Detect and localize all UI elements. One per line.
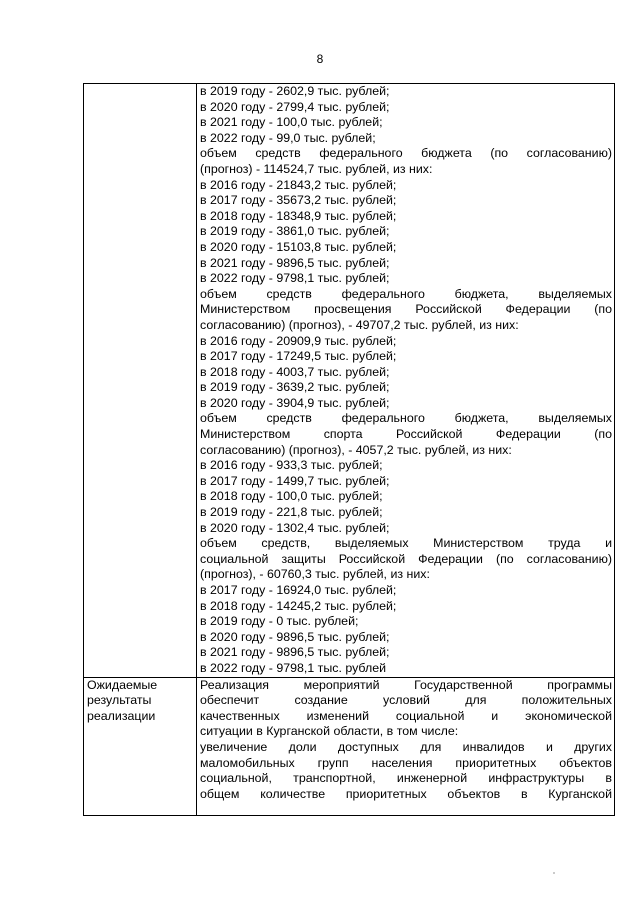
text-line: объем средств федерального бюджета, выделяемых xyxy=(200,286,612,301)
text-line: в 2020 году - 9896,5 тыс. рублей; xyxy=(200,629,390,644)
program-passport-table xyxy=(83,83,615,816)
text-line: в 2018 году - 100,0 тыс. рублей; xyxy=(200,489,383,504)
results-lines xyxy=(200,678,612,803)
text-line: в 2019 году - 0 тыс. рублей; xyxy=(200,614,359,629)
text-line: качественных изменений социальной и экономической xyxy=(200,708,612,723)
text-line: в 2018 году - 4003,7 тыс. рублей; xyxy=(200,364,390,379)
text-line: в 2021 году - 9896,5 тыс. рублей; xyxy=(200,255,390,270)
text-line: Министерством спорта Российской Федерации (по xyxy=(200,427,612,442)
expected-results-row xyxy=(84,677,615,815)
text-line: в 2019 году - 2602,9 тыс. рублей; xyxy=(200,84,390,98)
label-line: реализации xyxy=(87,708,156,723)
text-line: в 2022 году - 99,0 тыс. рублей; xyxy=(200,130,376,145)
text-line: в 2017 году - 16924,0 тыс. рублей; xyxy=(200,583,397,597)
text-line: ситуации в Курганской области, в том числе: xyxy=(200,724,459,739)
text-line: в 2018 году - 18348,9 тыс. рублей; xyxy=(200,208,397,223)
text-line: в 2017 году - 35673,2 тыс. рублей; xyxy=(200,193,397,208)
expected-results-content-cell xyxy=(197,677,615,815)
text-line: в 2019 году - 221,8 тыс. рублей; xyxy=(200,505,383,520)
text-line: объем средств федерального бюджета, выделяемых xyxy=(200,411,612,426)
text-line: в 2022 году - 9798,1 тыс. рублей; xyxy=(200,271,390,286)
text-line: общем количестве приоритетных объектов в Курганской xyxy=(200,786,612,801)
text-line: в 2020 году - 1302,4 тыс. рублей; xyxy=(200,520,390,535)
funding-row xyxy=(84,84,615,678)
text-line: в 2021 году - 100,0 тыс. рублей; xyxy=(200,115,383,130)
text-line: в 2019 году - 3861,0 тыс. рублей; xyxy=(200,224,390,239)
funding-label-cell xyxy=(84,84,197,678)
scan-dot xyxy=(553,872,555,874)
text-line: в 2021 году - 9896,5 тыс. рублей; xyxy=(200,645,390,660)
text-line: в 2022 году - 9798,1 тыс. рублей xyxy=(200,660,387,675)
text-line: увеличение доли доступных для инвалидов и других xyxy=(200,739,612,754)
text-line: в 2019 году - 3639,2 тыс. рублей; xyxy=(200,380,390,395)
text-line: (прогноз) - 114524,7 тыс. рублей, из них: xyxy=(200,161,433,176)
text-line: в 2020 году - 2799,4 тыс. рублей; xyxy=(200,99,390,114)
text-line: согласованию) (прогноз), - 4057,2 тыс. рублей, из них: xyxy=(200,442,512,457)
expected-results-label-cell xyxy=(84,677,197,815)
text-line: социальной защиты Российской Федерации (по согласованию) xyxy=(200,551,612,566)
text-line: Реализация мероприятий Государственной программы xyxy=(200,677,612,692)
text-line: в 2020 году - 3904,9 тыс. рублей; xyxy=(200,395,390,410)
funding-content-cell xyxy=(197,84,615,678)
text-line: маломобильных групп населения приоритетных объектов xyxy=(200,755,612,770)
text-line: социальной, транспортной, инженерной инфраструктуры в xyxy=(200,771,612,786)
label-line: Ожидаемые xyxy=(87,677,158,692)
text-line: в 2016 году - 21843,2 тыс. рублей; xyxy=(200,177,397,192)
text-line: в 2017 году - 17249,5 тыс. рублей; xyxy=(200,349,397,364)
text-line: в 2017 году - 1499,7 тыс. рублей; xyxy=(200,473,390,488)
page-number: 8 xyxy=(316,52,324,66)
text-line: согласованию) (прогноз), - 49707,2 тыс. рублей, из них: xyxy=(200,317,519,332)
text-line: обеспечит создание условий для положительных xyxy=(200,693,612,708)
label-line: результаты xyxy=(87,693,152,708)
text-line: Министерством просвещения Российской Федерации (по xyxy=(200,302,612,317)
text-line: в 2016 году - 933,3 тыс. рублей; xyxy=(200,458,383,473)
text-line: объем средств, выделяемых Министерством труда и xyxy=(200,536,612,551)
text-line: объем средств федерального бюджета (по согласованию) xyxy=(200,146,612,161)
text-line: в 2020 году - 15103,8 тыс. рублей; xyxy=(200,239,397,254)
funding-lines xyxy=(200,84,612,677)
text-line: в 2018 году - 14245,2 тыс. рублей; xyxy=(200,598,397,613)
text-line: (прогноз), - 60760,3 тыс. рублей, из них: xyxy=(200,567,430,582)
text-line: в 2016 году - 20909,9 тыс. рублей; xyxy=(200,333,397,348)
